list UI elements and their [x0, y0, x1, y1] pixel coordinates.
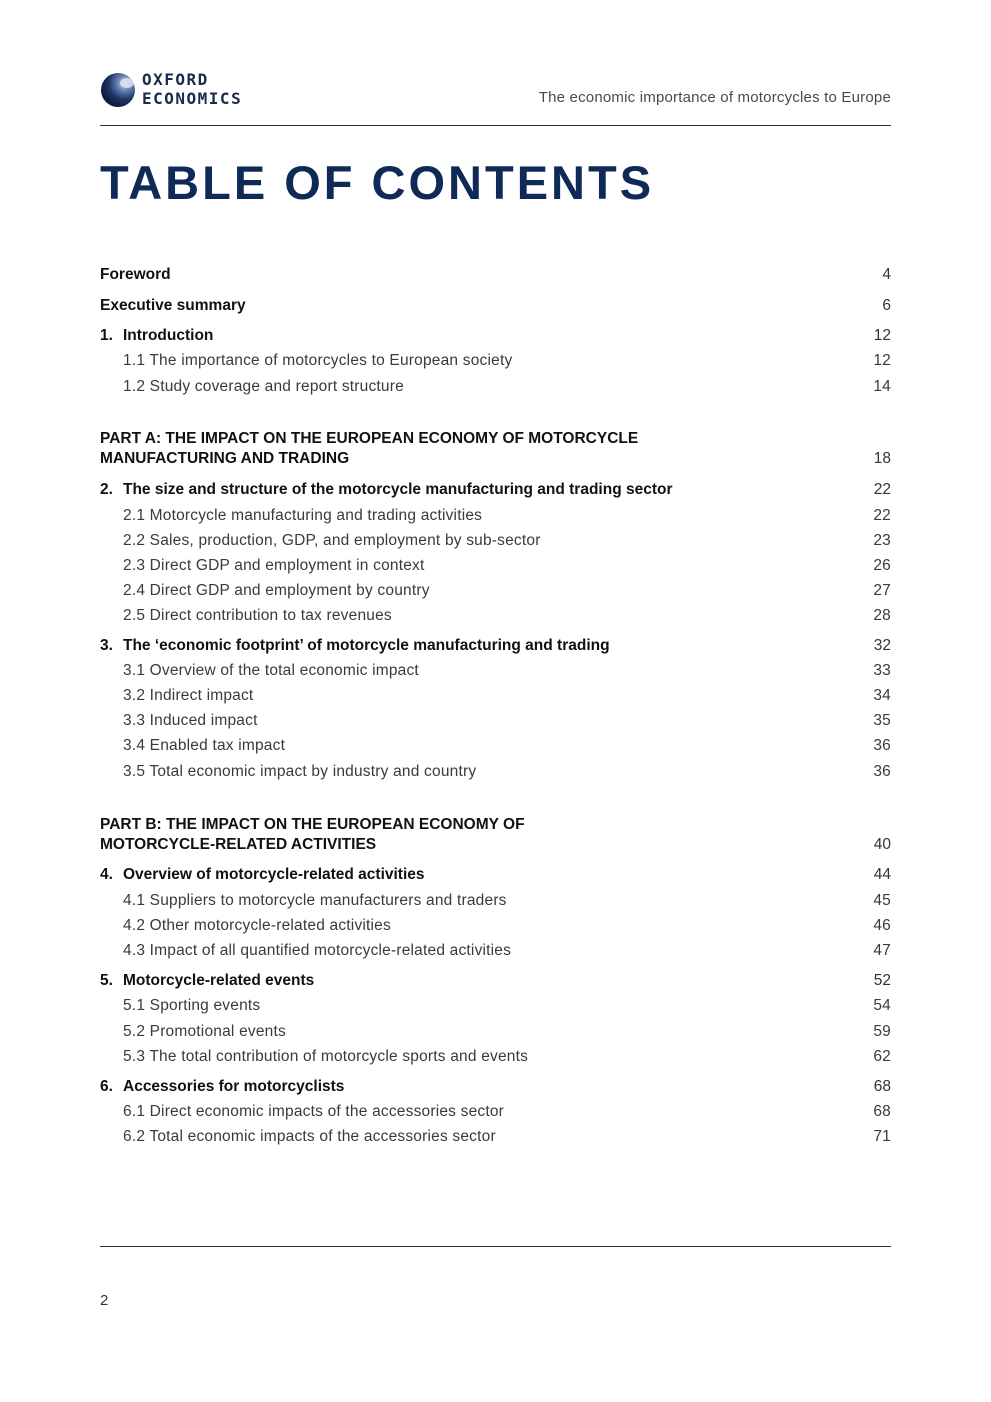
toc-section-2-1[interactable]	[100, 505, 891, 527]
toc-page: 22	[873, 481, 891, 498]
toc-page: 45	[873, 892, 891, 909]
toc-label: Foreword	[100, 266, 171, 283]
toc-page: 52	[873, 972, 891, 989]
toc-entry-foreword[interactable]	[100, 264, 891, 286]
toc-page: 68	[873, 1103, 891, 1120]
toc-label: Accessories for motorcyclists	[123, 1078, 345, 1095]
toc-chapter-2[interactable]	[100, 479, 891, 501]
page-title: TABLE OF CONTENTS	[100, 156, 655, 209]
toc-label: 5.2 Promotional events	[123, 1023, 286, 1040]
toc-label: 2.2 Sales, production, GDP, and employment by sub-sector	[123, 532, 541, 549]
toc-label: 3.2 Indirect impact	[123, 687, 254, 704]
toc-page: 33	[873, 662, 891, 679]
toc-page: 54	[873, 997, 891, 1014]
toc-chapter-1[interactable]	[100, 325, 891, 347]
toc-section-6-2[interactable]	[100, 1126, 891, 1148]
toc-section-4-3[interactable]	[100, 940, 891, 962]
toc-section-3-1[interactable]	[100, 660, 891, 682]
toc-label: 2.5 Direct contribution to tax revenues	[123, 607, 392, 624]
toc-chapter-number: 1.	[100, 327, 113, 344]
toc-section-6-1[interactable]	[100, 1101, 891, 1123]
toc-page: 32	[873, 637, 891, 654]
toc-page: 23	[873, 532, 891, 549]
toc-chapter-number: 2.	[100, 481, 113, 498]
toc-chapter-number: 3.	[100, 637, 113, 654]
toc-label: 3.5 Total economic impact by industry and country	[123, 763, 477, 780]
toc-page: 46	[873, 917, 891, 934]
toc-label: 4.1 Suppliers to motorcycle manufacturers and traders	[123, 892, 507, 909]
toc-label: The size and structure of the motorcycle manufacturing and trading sector	[123, 481, 673, 498]
toc-label: 1.2 Study coverage and report structure	[123, 378, 404, 395]
toc-section-3-4[interactable]	[100, 735, 891, 757]
logo-line-2: ECONOMICS	[142, 89, 243, 108]
toc-page: 12	[873, 352, 891, 369]
toc-section-2-3[interactable]	[100, 555, 891, 577]
toc-part-a[interactable]	[100, 429, 891, 469]
toc-page: 59	[873, 1023, 891, 1040]
toc-section-1-2[interactable]	[100, 376, 891, 398]
toc-label: 2.3 Direct GDP and employment in context	[123, 557, 425, 574]
toc-label: 1.1 The importance of motorcycles to European society	[123, 352, 513, 369]
toc-chapter-6[interactable]	[100, 1076, 891, 1098]
toc-entry-executive-summary[interactable]	[100, 295, 891, 317]
toc-part-line-2: MOTORCYCLE-RELATED ACTIVITIES	[100, 836, 377, 853]
toc-page: 4	[882, 266, 891, 283]
toc-page: 44	[873, 866, 891, 883]
toc-page: 40	[873, 836, 891, 853]
toc-page: 71	[873, 1128, 891, 1145]
toc-chapter-number: 5.	[100, 972, 113, 989]
toc-chapter-number: 6.	[100, 1078, 113, 1095]
toc-section-2-2[interactable]	[100, 530, 891, 552]
toc-page: 27	[873, 582, 891, 599]
toc-page: 26	[873, 557, 891, 574]
toc-page: 22	[873, 507, 891, 524]
toc-label: 5.1 Sporting events	[123, 997, 261, 1014]
toc-part-b[interactable]	[100, 815, 891, 855]
toc-page: 62	[873, 1048, 891, 1065]
toc-label: 5.3 The total contribution of motorcycle sports and events	[123, 1048, 529, 1065]
toc-chapter-5[interactable]	[100, 970, 891, 992]
footer-divider	[100, 1246, 891, 1247]
toc-label: 2.4 Direct GDP and employment by country	[123, 582, 430, 599]
toc-label: Overview of motorcycle-related activities	[123, 866, 425, 883]
toc-label: 2.1 Motorcycle manufacturing and trading activities	[123, 507, 483, 524]
toc-page: 34	[873, 687, 891, 704]
page-number: 2	[100, 1292, 109, 1309]
toc-chapter-number: 4.	[100, 866, 113, 883]
toc-section-3-3[interactable]	[100, 710, 891, 732]
toc-page: 47	[873, 942, 891, 959]
toc-section-3-2[interactable]	[100, 685, 891, 707]
toc-label: 6.2 Total economic impacts of the accessories sector	[123, 1128, 496, 1145]
toc-label: 3.4 Enabled tax impact	[123, 737, 286, 754]
toc-section-2-4[interactable]	[100, 580, 891, 602]
toc-label: 6.1 Direct economic impacts of the accessories sector	[123, 1103, 505, 1120]
toc-section-1-1[interactable]	[100, 350, 891, 372]
toc-label: The ‘economic footprint’ of motorcycle manufacturing and trading	[123, 637, 610, 654]
toc-part-line-1: PART B: THE IMPACT ON THE EUROPEAN ECONOMY OF	[100, 816, 525, 833]
toc-section-5-3[interactable]	[100, 1046, 891, 1068]
toc-page: 14	[873, 378, 891, 395]
toc-label: Executive summary	[100, 297, 246, 314]
toc-page: 68	[873, 1078, 891, 1095]
toc-label: 3.1 Overview of the total economic impact	[123, 662, 419, 679]
toc-chapter-3[interactable]	[100, 635, 891, 657]
toc-section-2-5[interactable]	[100, 605, 891, 627]
oxford-economics-logo-icon	[100, 70, 140, 110]
toc-part-line-2: MANUFACTURING AND TRADING	[100, 450, 350, 467]
toc-page: 35	[873, 712, 891, 729]
toc-page: 36	[873, 737, 891, 754]
toc-chapter-4[interactable]	[100, 864, 891, 886]
toc-part-line-1: PART A: THE IMPACT ON THE EUROPEAN ECONOMY OF MOTORCYCLE	[100, 430, 639, 447]
header-divider	[100, 125, 891, 126]
toc-section-4-1[interactable]	[100, 890, 891, 912]
toc-section-4-2[interactable]	[100, 915, 891, 937]
toc-label: 3.3 Induced impact	[123, 712, 258, 729]
toc-page: 12	[873, 327, 891, 344]
toc-page: 6	[882, 297, 891, 314]
toc-page: 36	[873, 763, 891, 780]
document-title: The economic importance of motorcycles to Europe	[538, 89, 891, 106]
page-header	[100, 68, 891, 114]
toc-label: 4.2 Other motorcycle-related activities	[123, 917, 391, 934]
toc-page: 28	[873, 607, 891, 624]
toc-label: 4.3 Impact of all quantified motorcycle-related activities	[123, 942, 512, 959]
toc-label: Motorcycle-related events	[123, 972, 315, 989]
toc-label: Introduction	[123, 327, 214, 344]
toc-section-3-5[interactable]	[100, 761, 891, 783]
logo-wordmark	[142, 70, 242, 108]
toc-section-5-2[interactable]	[100, 1021, 891, 1043]
logo-line-1: OXFORD	[142, 70, 209, 89]
toc-page: 18	[873, 450, 891, 467]
toc-section-5-1[interactable]	[100, 995, 891, 1017]
